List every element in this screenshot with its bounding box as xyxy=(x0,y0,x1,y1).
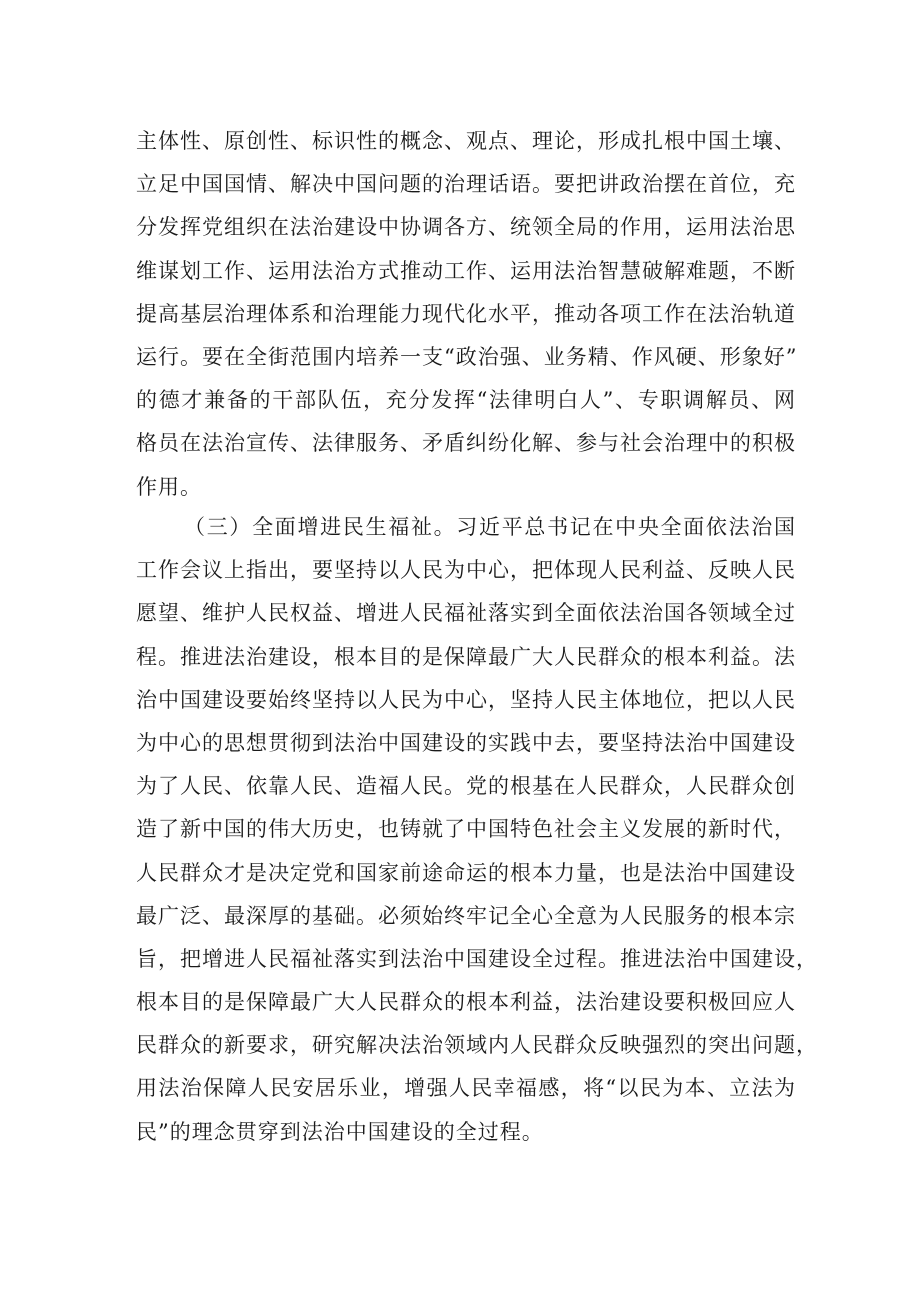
paragraph-1 xyxy=(136,120,796,509)
paragraph-line: 治中国建设要始终坚持以人民为中心，坚持人民主体地位，把以人民 xyxy=(136,687,796,712)
paragraph-line: 用法治保障人民安居乐业，增强人民幸福感，将“以民为本、立法为 xyxy=(136,1076,796,1101)
paragraph-line: 分发挥党组织在法治建设中协调各方、统领全局的作用，运用法治思 xyxy=(136,215,796,240)
paragraph-line: 为了人民、依靠人民、造福人民。党的根基在人民群众，人民群众创 xyxy=(136,774,796,799)
paragraph-line: 的德才兼备的干部队伍，充分发挥“法律明白人”、专职调解员、网 xyxy=(136,388,796,413)
paragraph-line: 民群众的新要求，研究解决法治领域内人民群众反映强烈的突出问题， xyxy=(136,1033,818,1058)
paragraph-line: 立足中国国情、解决中国问题的治理话语。要把讲政治摆在首位，充 xyxy=(136,172,796,197)
paragraph-line: 维谋划工作、运用法治方式推动工作、运用法治智慧破解难题，不断 xyxy=(136,258,796,283)
paragraph-line: 最广泛、最深厚的基础。必须始终牢记全心全意为人民服务的根本宗 xyxy=(136,903,796,928)
paragraph-line: 提高基层治理体系和治理能力现代化水平，推动各项工作在法治轨道 xyxy=(136,301,796,326)
paragraph-line: 作用。 xyxy=(136,474,202,499)
paragraph-line: 愿望、维护人民权益、增进人民福祉落实到全面依法治国各领域全过 xyxy=(136,601,796,626)
paragraph-line: 为中心的思想贯彻到法治中国建设的实践中去，要坚持法治中国建设 xyxy=(136,730,796,755)
paragraph-line: 根本目的是保障最广大人民群众的根本利益，法治建设要积极回应人 xyxy=(136,990,796,1015)
paragraph-line: 格员在法治宣传、法律服务、矛盾纠纷化解、参与社会治理中的积极 xyxy=(136,431,796,456)
paragraph-line: 造了新中国的伟大历史，也铸就了中国特色社会主义发展的新时代， xyxy=(136,817,796,842)
paragraph-line: 运行。要在全街范围内培养一支“政治强、业务精、作风硬、形象好” xyxy=(136,344,798,369)
paragraph-line: 工作会议上指出，要坚持以人民为中心，把体现人民利益、反映人民 xyxy=(136,558,796,583)
paragraph-line: 程。推进法治建设，根本目的是保障最广大人民群众的根本利益。法 xyxy=(136,644,796,669)
paragraph-line: 民”的理念贯穿到法治中国建设的全过程。 xyxy=(136,1119,544,1144)
paragraph-2 xyxy=(136,506,818,1154)
section-heading-line: （三）全面增进民生福祉。习近平总书记在中央全面依法治国 xyxy=(184,515,796,539)
paragraph-line: 人民群众才是决定党和国家前途命运的根本力量，也是法治中国建设 xyxy=(136,860,796,885)
paragraph-line: 旨，把增进人民福祉落实到法治中国建设全过程。推进法治中国建设， xyxy=(136,946,818,971)
paragraph-line: 主体性、原创性、标识性的概念、观点、理论，形成扎根中国土壤、 xyxy=(136,129,796,153)
